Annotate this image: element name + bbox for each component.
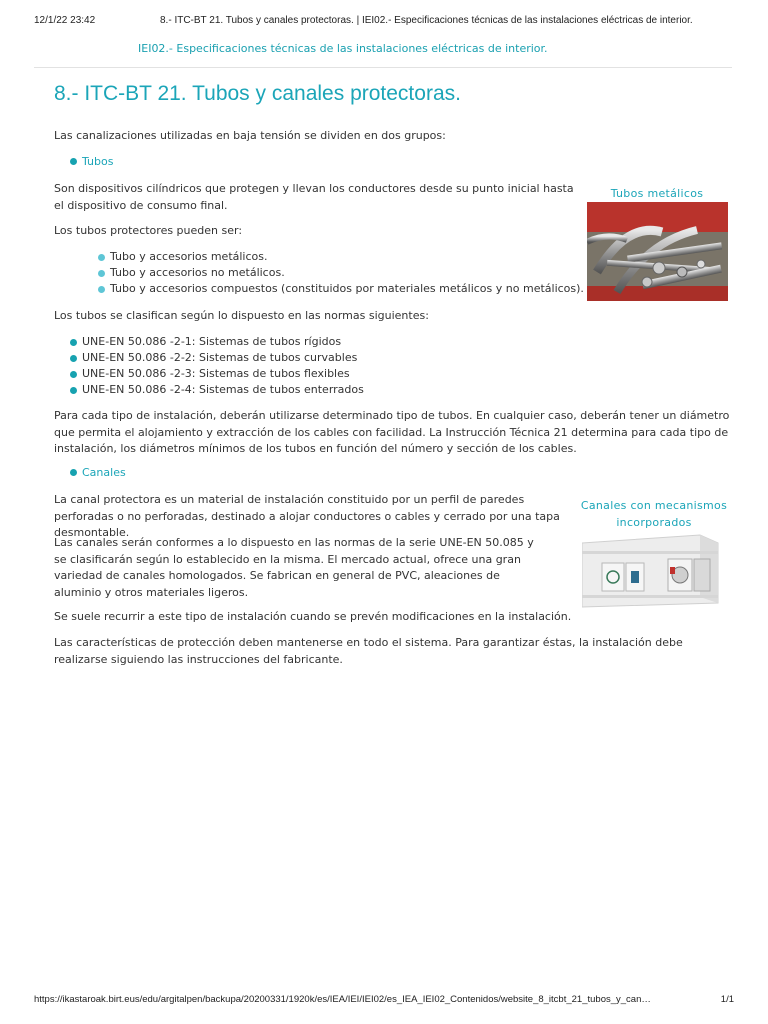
- print-document-title: 8.- ITC-BT 21. Tubos y canales protectoras. | IEI02.- Especificaciones técnicas de las instalaciones eléctricas de interior.: [160, 15, 693, 26]
- bullet-icon: [98, 286, 105, 293]
- section-canales: [70, 466, 126, 479]
- print-url: https://ikastaroak.birt.eus/edu/argitalpen/backupa/20200331/1920k/es/IEA/IEI/IEI02/es_IEA_IEI02_Contenidos/website_8_itcbt_21_tubos_y_can…: [34, 994, 651, 1005]
- bullet-icon: [70, 158, 77, 165]
- metal-tubes-image: [587, 202, 728, 301]
- cable-channel-photo: [582, 529, 725, 609]
- bullet-icon: [98, 254, 105, 261]
- figure-caption-tubos: Tubos metálicos: [610, 187, 704, 200]
- section-tubos: [70, 155, 113, 168]
- print-page-count: 1/1: [720, 994, 734, 1005]
- tubos-types-intro: Los tubos protectores pueden ser:: [54, 224, 243, 237]
- section-canales-heading: Canales: [82, 466, 126, 479]
- canales-paragraph-1: La canal protectora es un material de instalación constituido por un perfil de paredes perforadas o no perforadas, destinado a alojar conductores o cables y cerrado por una tapa desmontable.: [54, 493, 560, 539]
- intro-paragraph: Las canalizaciones utilizadas en baja tensión se dividen en dos grupos:: [54, 129, 446, 142]
- cable-channel-image: [582, 529, 725, 609]
- list-item: UNE-EN 50.086 -2-1: Sistemas de tubos rígidos: [70, 334, 341, 351]
- bullet-icon: [70, 355, 77, 362]
- tubos-description: Son dispositivos cilíndricos que protegen y llevan los conductores desde su punto inicial hasta el dispositivo de consumo final.: [54, 182, 574, 212]
- bullet-icon: [70, 387, 77, 394]
- print-date: 12/1/22 23:42: [34, 15, 96, 26]
- bullet-icon: [70, 469, 77, 476]
- canales-paragraph-4: Las características de protección deben mantenerse en todo el sistema. Para garantizar éstas, la instalación debe realizarse siguiendo las instrucciones del fabricante.: [54, 636, 683, 666]
- figure-caption-canales: Canales con mecanismos incorporados: [580, 499, 728, 529]
- canales-paragraph-2: Las canales serán conformes a lo dispuesto en las normas de la serie UNE-EN 50.085 y se clasificarán según lo establecido en la misma. El mercado actual, ofrece una gran variedad de canales homologados. Se fabrican en general de PVC, aleaciones de aluminio y otros materiales ligeros.: [54, 536, 534, 599]
- list-item: Tubo y accesorios metálicos.: [98, 249, 268, 266]
- canales-paragraph-3: Se suele recurrir a este tipo de instalación cuando se prevén modificaciones en la instalación.: [54, 610, 572, 623]
- breadcrumb-link[interactable]: IEI02.- Especificaciones técnicas de las instalaciones eléctricas de interior.: [138, 42, 548, 55]
- metal-tubes-photo: [587, 202, 728, 301]
- page-title: 8.- ITC-BT 21. Tubos y canales protectoras.: [54, 82, 461, 105]
- tubos-norms-intro: Los tubos se clasifican según lo dispuesto en las normas siguientes:: [54, 309, 429, 322]
- list-item: UNE-EN 50.086 -2-2: Sistemas de tubos curvables: [70, 350, 357, 367]
- list-item: UNE-EN 50.086 -2-4: Sistemas de tubos enterrados: [70, 382, 364, 399]
- bullet-icon: [70, 371, 77, 378]
- list-item: UNE-EN 50.086 -2-3: Sistemas de tubos flexibles: [70, 366, 350, 383]
- tubos-closing-paragraph: Para cada tipo de instalación, deberán utilizarse determinado tipo de tubos. En cualquier caso, deberán tener un diámetro que permita el alojamiento y extracción de los cables con facilidad. La Instrucción Técnica 21 determina para cada tipo de instalación, los diámetros mínimos de los tubos en función del número y sección de los cables.: [54, 409, 730, 455]
- bullet-icon: [98, 270, 105, 277]
- list-item: Tubo y accesorios compuestos (constituidos por materiales metálicos y no metálicos).: [98, 281, 584, 298]
- list-item: Tubo y accesorios no metálicos.: [98, 265, 285, 282]
- bullet-icon: [70, 339, 77, 346]
- section-tubos-heading: Tubos: [82, 155, 114, 168]
